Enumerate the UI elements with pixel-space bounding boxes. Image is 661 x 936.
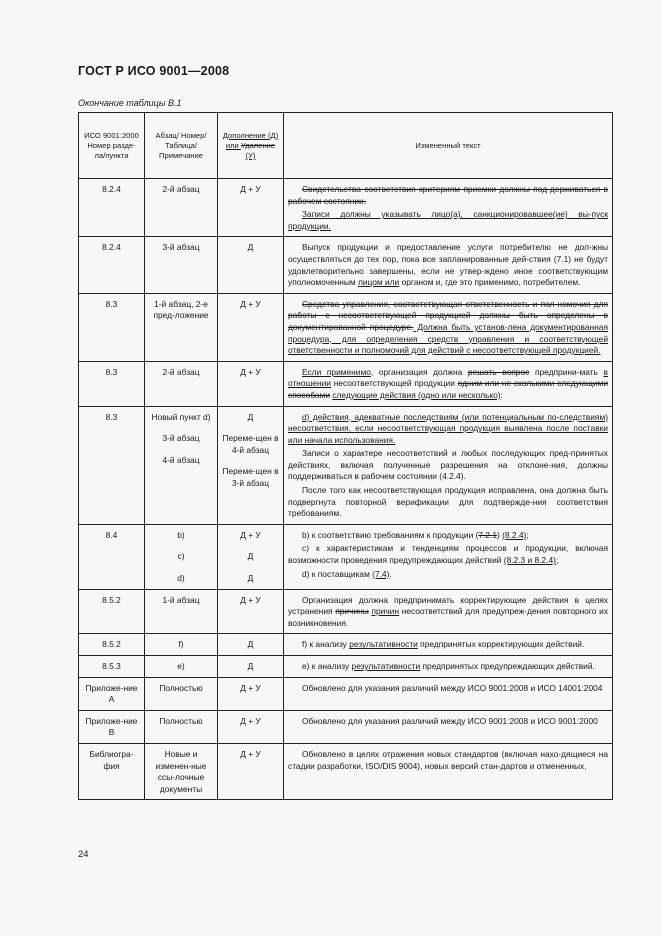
cell-clause: Библиогра-фия <box>79 743 145 799</box>
table-header-row <box>79 113 613 179</box>
cell-clause: 8.3 <box>79 293 145 361</box>
text-segment: Обновлено в целях отражения новых стандартов (включая нахо-дящиеся на стадии разработки, ISO/DIS 9004), новых версий стан-дартов и отмененных. <box>288 748 608 771</box>
cell-changed-text <box>284 656 613 678</box>
cell-paragraph <box>145 656 218 678</box>
text-segment: c) к характеристикам и тенденциям процессов и продукции, включая возможности проведения предупреждающих действий <box>288 543 608 566</box>
changed-text-paragraph <box>288 299 608 357</box>
paragraph-entry: 3-й абзац <box>162 242 200 253</box>
cell-action <box>218 179 284 237</box>
text-segment: , организация должна <box>370 366 468 377</box>
deleted-text: 7.2.1 <box>478 529 498 540</box>
text-segment: ; <box>555 555 559 566</box>
table-row <box>79 237 613 293</box>
cell-action <box>218 677 284 710</box>
header-deletion-label: Удаление <box>240 141 276 150</box>
added-text: лицом или <box>357 277 400 288</box>
text-segment: несоответствующей продукции <box>330 378 458 389</box>
table-row <box>79 634 613 656</box>
added-text: следующие действия (одно или несколько) <box>332 389 501 400</box>
text-segment: несоответствий для предупреж-дения повторного их возникновения. <box>288 606 609 628</box>
cell-paragraph <box>145 406 218 524</box>
text-segment: Обновлено для указания различий между ИСО 9001:2008 и ИСО 14001:2004 <box>302 682 603 693</box>
paragraph-entry: b) <box>177 529 185 540</box>
added-text: результативности <box>349 639 418 650</box>
changed-text-paragraph <box>288 412 608 447</box>
cell-action <box>218 634 284 656</box>
cell-changed-text <box>284 634 613 656</box>
changed-text-paragraph <box>288 683 608 695</box>
table-row <box>79 656 613 678</box>
cell-action <box>218 710 284 743</box>
action-entry: Д + У <box>240 184 261 194</box>
changed-text-paragraph <box>288 595 608 630</box>
cell-action <box>218 656 284 678</box>
changed-text-paragraph <box>288 242 608 288</box>
paragraph-entry: f) <box>178 639 184 650</box>
paragraph-entry: Новый пункт d) <box>151 411 211 422</box>
action-entry: Д + У <box>240 529 261 540</box>
header-deletion-code: (У) <box>245 151 256 160</box>
cell-paragraph <box>145 237 218 293</box>
added-text: результативности <box>351 661 421 671</box>
cell-paragraph <box>145 179 218 237</box>
changed-text-paragraph <box>288 749 608 772</box>
changed-text-paragraph <box>288 661 608 673</box>
cell-changed-text <box>284 179 613 237</box>
changed-text-paragraph <box>288 448 608 483</box>
added-text: d) действия, адекватные последствиям (или потенциальным по-следствиям) несоответствия, если несоответствующая продукция выявлена после поставки или начала использования. <box>288 411 608 445</box>
deleted-text: одним или не-сколькими следующими способами <box>288 378 608 400</box>
added-text: Должна быть установ-лена документированная процедура, для определения средств управления и соответствующей ответственности и полномочий для действий с несоответствующей продукцией. <box>288 321 609 356</box>
cell-clause: 8.2.4 <box>79 179 145 237</box>
paragraph-entry: 1-й абзац, 2-е пред-ложение <box>153 298 209 321</box>
table-row <box>79 406 613 524</box>
changed-text-paragraph <box>288 639 608 651</box>
action-entry: Д + У <box>240 298 261 309</box>
text-segment: предприни-мать <box>529 366 604 377</box>
cell-changed-text <box>284 524 613 589</box>
paragraph-entry: Новые и изменен-ные ссы-лочные документы <box>155 748 207 794</box>
text-segment: ) <box>497 529 503 540</box>
deleted-text: Средства управления, соответствующая ответственность и пол-номочия для работы с несоответствующей продукцией должны быть определены в документированной процедуре. <box>288 298 608 332</box>
cell-action <box>218 361 284 406</box>
changed-text-paragraph <box>288 485 608 520</box>
cell-action <box>218 589 284 634</box>
cell-clause: 8.2.4 <box>79 237 145 293</box>
text-segment: е) к анализу <box>302 661 352 671</box>
changed-text-paragraph <box>288 716 608 728</box>
table-row <box>79 710 613 743</box>
header-iso-clause: ИСО 9001:2000 Номер разде-ла/пункта <box>79 113 145 179</box>
text-segment: предпринятых предупреждающих действий. <box>420 661 595 671</box>
deleted-text: причины <box>335 606 369 617</box>
cell-action <box>218 524 284 589</box>
table-row <box>79 361 613 406</box>
table-body <box>79 179 613 800</box>
changes-table <box>78 112 613 800</box>
changed-text-paragraph <box>288 184 608 207</box>
cell-paragraph <box>145 743 218 799</box>
text-segment: . <box>389 568 392 579</box>
cell-clause: Приложе-ние В <box>79 710 145 743</box>
changed-text-paragraph <box>288 367 608 402</box>
text-segment: После того как несоответствующая продукция исправлена, она должна быть подвергнута повторной верификации для подтвержде-ния соответствия требованиям. <box>288 485 608 519</box>
text-segment: Выпуск продукции и предоставление услуги потребителю не дол-жны осуществляться до тех пор, пока все запланированные дей-ствия (7.1) не будут удовлетворительно завершены, если не утвер-ждено иное соответствующим уполномоченным <box>288 242 608 288</box>
action-entry: Д <box>247 551 254 562</box>
cell-changed-text <box>284 237 613 293</box>
added-text: Если применимо <box>302 366 371 377</box>
cell-clause: 8.3 <box>79 361 145 406</box>
table-row <box>79 743 613 799</box>
header-addition-deletion <box>218 113 284 179</box>
cell-paragraph <box>145 293 218 361</box>
cell-paragraph <box>145 710 218 743</box>
header-addition-label: Дополнение (Д) или <box>222 131 279 150</box>
cell-changed-text <box>284 589 613 634</box>
added-text: в отношении <box>288 366 608 389</box>
cell-action <box>218 743 284 799</box>
cell-clause: 8.4 <box>79 524 145 589</box>
action-entry: Д <box>247 639 254 650</box>
header-paragraph: Абзац/ Номер/ Таблица/ Примечание <box>145 113 218 179</box>
text-segment: b) к соответствию требованиям к продукции ( <box>302 529 479 540</box>
action-entry: Переме-щен в 3-й абзац <box>222 466 279 488</box>
changed-text-paragraph <box>288 530 608 542</box>
table-caption: Окончание таблицы В.1 <box>78 98 182 108</box>
text-segment: f) к анализу <box>302 639 350 650</box>
paragraph-entry: 4-й абзац <box>162 454 200 465</box>
cell-changed-text <box>284 743 613 799</box>
text-segment: предпринятых корректирующих действий. <box>417 639 585 650</box>
cell-changed-text <box>284 710 613 743</box>
cell-clause: 8.5.2 <box>79 589 145 634</box>
cell-changed-text <box>284 677 613 710</box>
action-entry: Д + У <box>240 594 261 605</box>
paragraph-entry: Полностью <box>159 682 203 693</box>
cell-paragraph <box>145 361 218 406</box>
paragraph-entry: 2-й абзац <box>162 366 200 377</box>
text-segment: органом и, где это применимо, потребителем. <box>399 277 581 288</box>
cell-paragraph <box>145 634 218 656</box>
action-entry: Д + У <box>240 748 261 759</box>
paragraph-entry: 2-й абзац <box>162 184 200 194</box>
added-text: (8.2.3 и 8.2.4) <box>503 555 556 566</box>
changed-text-paragraph <box>288 543 608 566</box>
action-entry: Переме-щен в 4-й абзац <box>222 433 279 455</box>
text-segment: d) к поставщикам <box>302 568 373 579</box>
cell-changed-text <box>284 406 613 524</box>
cell-action <box>218 293 284 361</box>
paragraph-entry: 3-й абзац <box>162 433 200 444</box>
cell-paragraph <box>145 677 218 710</box>
action-entry: Д <box>247 242 254 253</box>
cell-paragraph <box>145 589 218 634</box>
header-changed-text: Измененный текст <box>284 113 613 179</box>
page-number: 24 <box>78 849 89 860</box>
paragraph-entry: 1-й абзац <box>162 594 200 605</box>
action-entry: Д + У <box>240 715 261 726</box>
table-row <box>79 179 613 237</box>
text-segment: Организация должна предпринимать корректирующие действия в целях устранения <box>288 594 608 617</box>
text-segment: : <box>500 389 503 400</box>
added-text: причин <box>371 606 400 617</box>
table-row <box>79 524 613 589</box>
cell-clause: Приложе-ние А <box>79 677 145 710</box>
added-text: (7.4) <box>372 568 390 579</box>
paragraph-entry: Полностью <box>159 715 203 726</box>
action-entry: Д <box>247 411 254 422</box>
action-entry: Д + У <box>240 682 261 693</box>
action-entry: Д + У <box>240 366 261 377</box>
added-text: Записи должны указывать лицо(а), санкционировавшее(ие) вы-пуск продукции. <box>288 209 608 231</box>
table-row <box>79 293 613 361</box>
action-entry: Д <box>247 661 254 671</box>
cell-changed-text <box>284 361 613 406</box>
changed-text-paragraph <box>288 569 608 581</box>
deleted-text: решать вопрос <box>467 366 530 377</box>
cell-paragraph <box>145 524 218 589</box>
cell-clause: 8.3 <box>79 406 145 524</box>
cell-action <box>218 406 284 524</box>
text-segment: Обновлено для указания различий между ИСО 9001:2008 и ИСО 9001:2000 <box>302 715 598 726</box>
cell-clause: 8.5.3 <box>79 656 145 678</box>
cell-clause: 8.5.2 <box>79 634 145 656</box>
cell-action <box>218 237 284 293</box>
changed-text-paragraph <box>288 209 608 232</box>
paragraph-entry: d) <box>177 573 185 584</box>
paragraph-entry: c) <box>177 551 185 562</box>
cell-changed-text <box>284 293 613 361</box>
deleted-text: Свидетельства соответствия критериям приемки должны под-держиваться в рабочем состоянии. <box>288 184 608 206</box>
text-segment: Записи о характере несоответствий и любых последующих пред-принятых действиях, включая полученные разрешения на отклоне-ния, должны поддерживаться в рабочем состоянии (4.2.4). <box>288 448 608 482</box>
action-entry: Д <box>247 573 254 584</box>
paragraph-entry: e) <box>177 661 185 671</box>
added-text: (8.2.4) <box>502 529 527 540</box>
table-row <box>79 589 613 634</box>
text-segment: ; <box>526 529 529 540</box>
document-title: ГОСТ Р ИСО 9001—2008 <box>78 64 230 78</box>
table-row <box>79 677 613 710</box>
